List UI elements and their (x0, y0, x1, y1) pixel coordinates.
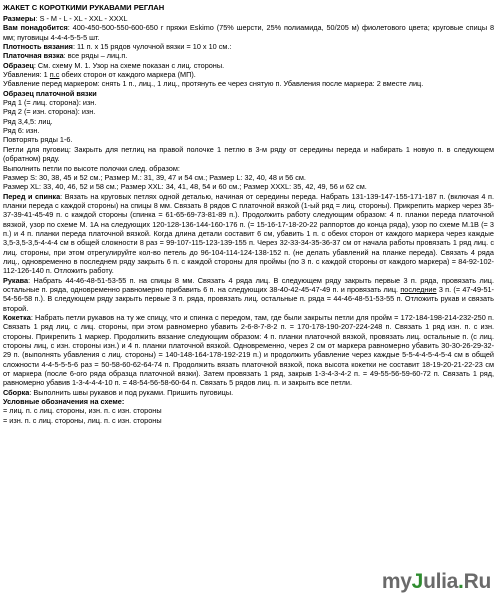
gauge-line (3, 42, 494, 51)
page-title: ЖАКЕТ С КОРОТКИМИ РУКАВАМИ РЕГЛАН (3, 3, 165, 12)
sleeves-text-end: 3 п. (= 47-49-51-54-56-58 п.). В следующем ряду закрыть первые 3 п. ряда, провязать лиц. остальные п. ряда = 44-46-48-51-53-55 п. Отложить рукав и связать второй. (3, 284, 494, 313)
sleeves-label: Рукава (3, 275, 29, 285)
buttonholes-text: Петли для пуговиц: Закрыть для петлиц на правой полочке 1 петлю в 3-м ряду от середины переда и набирать 1 новую п. в следующем (обратном) ряду. (3, 144, 494, 164)
garter-row-2: Ряд 2 (= изн. сторона): изн. (3, 107, 96, 117)
sizes-label: Размеры (3, 14, 36, 23)
materials-label: Вам понадобится (3, 23, 68, 33)
garter-row-5: Повторять ряды 1-6. (3, 135, 73, 145)
document-body (3, 1, 494, 425)
decrease-marker-text: Убавление перед маркером: снять 1 п., лиц., 1 лиц., протянуть ее через снятую п. Убавления после маркера: 2 вместе лиц. (3, 79, 424, 89)
garter-row-1: Ряд 1 (= лиц. сторона): изн. (3, 98, 97, 108)
garter-label: Платочная вязка (3, 51, 64, 61)
decrease-line-2 (3, 79, 494, 88)
yoke-text: : Набрать петли рукавов на ту же спицу, что и спинка с передом, там, где были закрыты петли для пройм = 172-184-198-214-232-250 п. Связать 1 ряд лиц. с лиц. стороны, при этом равномерно убавить 2-6-8-7-8-2 п. = 170-178-190-207-224-248 п. Связать 1 ряд изн. п. с изн. стороны. Прикрепить 1 маркер. Продолжить вязание следующим образом: 4 п. планки платочной вязкой, провязать лиц. остальные п. (с лиц. стороны лиц, с изн. стороны изн.) и 4 п. планки платочной вязкой. Одновременно, через 2 см от маркера равномерно убавить 30-30-26-29-32-29 п. (выполнять убавления с лиц. стороны) = 140-148-164-178-192-219 п.) и продолжить убавление через каждые 5-5-4-4-5-4-5-4 см в общей сложности 4-4-5-5-5-6 раз = 50-58-60-62-64-74 п. Продолжить вязать платочной вязкой, пока высота кокетки не составит 18-19-20-21-22-23 см от маркера (после 6-ого ряда образца платочной вязки). Затем провязать 1 ряд, закрыв 1-3-4-3-4-2 п. = 49-55-56-59-60-72 п. Связать 1 ряд, равномерно убавив 1-3-4-4-4-10 п. = 48-54-56-58-60-64 п. Связать 5 рядов лиц. п. и закрыть все петли. (3, 313, 494, 388)
pattern-line (3, 61, 494, 70)
decrease-underlined: п.с (49, 70, 60, 80)
watermark-j: J (411, 570, 424, 593)
watermark-my: my (381, 570, 412, 593)
buttonholes-heights-2: Размер XL: 33, 40, 46, 52 и 58 см.; Размер XXL: 34, 41, 48, 54 и 60 см.; Размер XXXL: 35, 42, 49, 56 и 62 см. (3, 182, 367, 192)
site-watermark-logo (382, 571, 491, 592)
sizes-value: : S - M - L - XL - XXL - XXXL (35, 14, 128, 23)
front-back-label: Перед и спинка (3, 191, 61, 201)
garter-sample-title (3, 89, 494, 98)
legend-item-1: = лиц. п. с лиц. стороны, изн. п. с изн. стороны (3, 406, 162, 416)
pattern-value: : См. схему М. 1. Узор на схеме показан с лиц. стороны. (33, 60, 225, 70)
materials-value: : 400-450-500-550-600-650 г пряжи Eskimo (75% шерсти, 25% полиамида, 50/205 м) фиолетового цвета; круговые спицы 8 мм; пуговицы 4-4-4-5-5-5 шт. (3, 23, 494, 42)
buttonholes-intro: Выполнить петли по высоте полочки след. образом: (3, 163, 180, 173)
sleeves-text: : Набрать 44-46-48-51-53-55 п. на спицы 8 мм. Связать 4 ряда лиц. В следующем ряду закрыть первые 3 п. ряда, провязать лиц. остальные п. ряда, одновременно равномерно прибавить 6 п. на следующих 38-40-42-45-47-49 п. и провязать лиц. (3, 275, 494, 294)
materials-line (3, 23, 494, 42)
garter-row-4: Ряд 6: изн. (3, 126, 40, 136)
gauge-label: Плотность вязания (3, 42, 73, 52)
decrease-text-end: обеих сторон от каждого маркера (МП). (59, 70, 196, 80)
assembly-label: Сборка (3, 387, 30, 397)
buttonholes-heights-1: Размер S: 30, 38, 45 и 52 см.; Размер M.: 31, 39, 47 и 54 см.; Размер L: 32, 40, 48 и 56 см. (3, 172, 306, 182)
legend-title: Условные обозначения на схеме: (3, 397, 125, 407)
sleeves-section (3, 276, 494, 313)
decrease-line-1 (3, 70, 494, 79)
yoke-section (3, 313, 494, 388)
garter-value: : все ряды – лиц.п. (63, 51, 128, 61)
watermark-ulia: ulia (423, 570, 459, 593)
front-back-section (3, 192, 494, 276)
watermark-ru: Ru (463, 570, 491, 593)
watermark-dot: . (458, 570, 464, 593)
garter-line (3, 51, 494, 60)
yoke-label: Кокетка (3, 313, 31, 322)
sleeves-underlined: последние (400, 284, 437, 294)
assembly-line (3, 388, 494, 397)
assembly-value: : Выполнить швы рукавов и под руками. Пришить пуговицы. (29, 387, 234, 397)
garter-sample-label: Образец платочной вязки (3, 88, 97, 98)
decrease-text: Убавления: 1 (3, 70, 50, 80)
legend-item-2: = изн. п. с лиц. стороны, лиц. п. с изн. стороны (3, 415, 162, 425)
garter-row-3: Ряд 3,4,5: лиц. (3, 116, 53, 126)
sizes-line (3, 14, 494, 23)
front-back-text: : Вязать на круговых петлях одной деталью, начиная от середины переда. Набрать 131-139-147-155-171-187 п. (включая 4 п. планки переда с каждой стороны) на спицы 8 мм. Связать 8 рядов С платочной вязкой (1-ый ряд = лиц. стороны). Прикрепить маркер через 35-37-39-41-45-49 п. с каждой стороны (спинка = 61-65-69-73-81-89 п.). Продолжить работу следующим образом: 4 п. планки переда платочной вязкой, узор по схеме М. 1А на следующих 120-128-136-144-160-176 п. (= 15-16-17-18-20-22 раппортов до конца ряда), узор по схеме М.1B (= 3 п.) и 4 п. планки переда платочной вязкой. Когда длина детали составит 6 см, убавить 1 п. с обеих сторон от каждого маркера через каждые 3,5-3,5-3,5-4-4-4 см в общей сложности 8 раз = 99-107-115-123-139-155 п. Через 32-33-34-35-36-37 см от начала работы провязать 1 ряд лиц. с лиц. стороны, при этом отрегулируйте кол-во петель до 96-104-114-124-138-152 п. (не делать убавлений на планке переда). Связать 4 ряда лиц., одновременно в последнем ряду закрыть 6 п. с каждой стороны для проймы (по 3 п. с каждой стороны от каждого маркера) = 84-92-102-112-126-140 п. Отложить работу. (3, 191, 494, 276)
gauge-value: : 11 п. х 15 рядов чулочной вязки = 10 х 10 см.: (72, 42, 232, 52)
legend-title-label: Условные обозначения на схеме (3, 397, 122, 407)
pattern-label: Образец (3, 60, 34, 70)
